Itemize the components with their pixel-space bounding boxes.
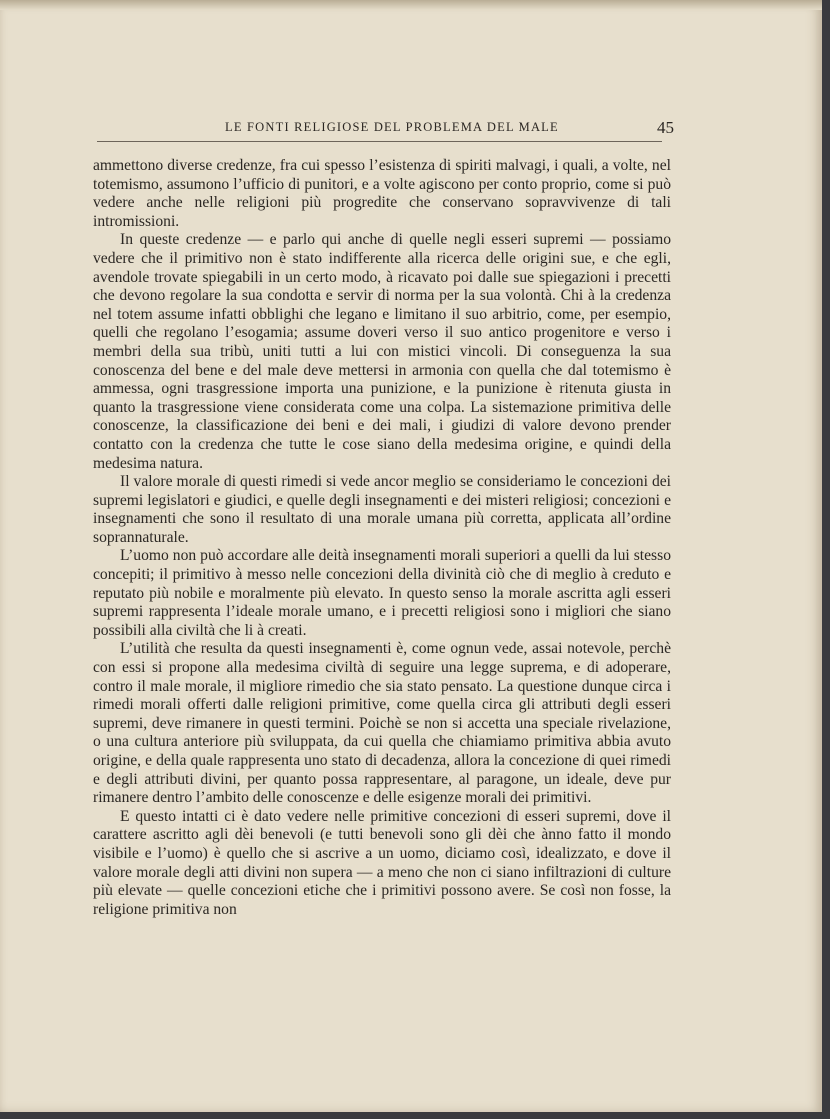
body-text [93,157,671,919]
running-title: LE FONTI RELIGIOSE DEL PROBLEMA DEL MALE [225,120,559,134]
paragraph: L’utilità che resulta da questi insegnamenti è, come ognun vede, assai notevole, perchè con essi si propone alla medesima civiltà di seguire una legge suprema, e di adoperare, contro il male morale, il migliore rimedio che sia stato pensato. La questione dunque circa i rimedi morali offerti dalle religioni primitive, come quella circa gli attributi degli esseri supremi, deve rimanere in questi termini. Poichè se non si accetta una speciale rivelazione, o una cultura anteriore più sviluppata, da cui quella che chiamiamo primitiva abbia avuto origine, e della quale rappresenta uno stato di decadenza, allora la concezione di quei rimedi e degli attributi divini, per quanto possa rappresentare, al paragone, un ideale, deve pur rimanere dentro l’ambito delle conoscenze e delle esigenze morali dei primitivi. [93,640,671,807]
paragraph: ammettono diverse credenze, fra cui spesso l’esistenza di spiriti malvagi, i quali, a volte, nel totemismo, assumono l’ufficio di punitori, e a volte agiscono per conto proprio, come si può vedere anche nelle religioni più progredite che conservano sopravvivenze di tali intromissioni. [93,157,671,230]
paragraph: In queste credenze — e parlo qui anche di quelle negli esseri supremi — possiamo vedere che il primitivo non è stato indifferente alla ricerca delle origini sue, e che egli, avendole trovate spiegabili in un certo modo, à ricavato poi dalle sue spiegazioni i precetti che devono regolare la sua condotta e servir di norma per la sua volontà. Chi à la credenza nel totem assume infatti obblighi che legano e limitano il suo arbitrio, come, per esempio, quelli che regolano l’esogamia; assume doveri verso il suo antico progenitore e verso i membri della sua tribù, uniti tutti a lui con mistici vincoli. Di conseguenza la sua conoscenza del bene e del male deve mettersi in armonia con quella che dal totemismo è ammessa, ogni trasgressione importa una punizione, e la punizione è ritenuta giusta in quanto la trasgressione viene considerata come una colpa. La sistemazione primitiva delle conoscenze, la classificazione dei beni e dei mali, i giudizi di valore devono prender contatto con la credenza che tutte le cose siano della medesima origine, e quindi della medesima natura. [93,231,671,472]
paragraph: Il valore morale di questi rimedi si vede ancor meglio se consideriamo le concezioni dei supremi legislatori e giudici, e quelle degli insegnamenti e dei misteri religiosi; concezioni e insegnamenti che sono il resultato di una morale umana più corretta, applicata all’ordine soprannaturale. [93,473,671,546]
paragraph: L’uomo non può accordare alle deità insegnamenti morali superiori a quelli da lui stesso concepiti; il primitivo à messo nelle concezioni della divinità ciò che di meglio à creduto e reputato più nobile e moralmente più elevato. In questo senso la morale ascritta agli esseri supremi rappresenta l’ideale morale umano, e i precetti religiosi sono i migliori che siano possibili alla civiltà che li à creati. [93,547,671,639]
header-rule [97,141,662,142]
page-top-edge [0,0,822,10]
paragraph: E questo intatti ci è dato vedere nelle primitive concezioni di esseri supremi, dove il carattere ascritto agli dèi benevoli (e tutti benevoli sono gli dèi che ànno fatto il mondo visibile e l’uomo) è quello che si ascrive a un uomo, diciamo così, idealizzato, e dove il valore morale degli atti divini non supera — a meno che non ci siano infiltrazioni di culture più elevate — quelle concezioni etiche che i primitivi possono avere. Se così non fosse, la religione primitiva non [93,807,671,918]
page-number: 45 [657,118,674,137]
